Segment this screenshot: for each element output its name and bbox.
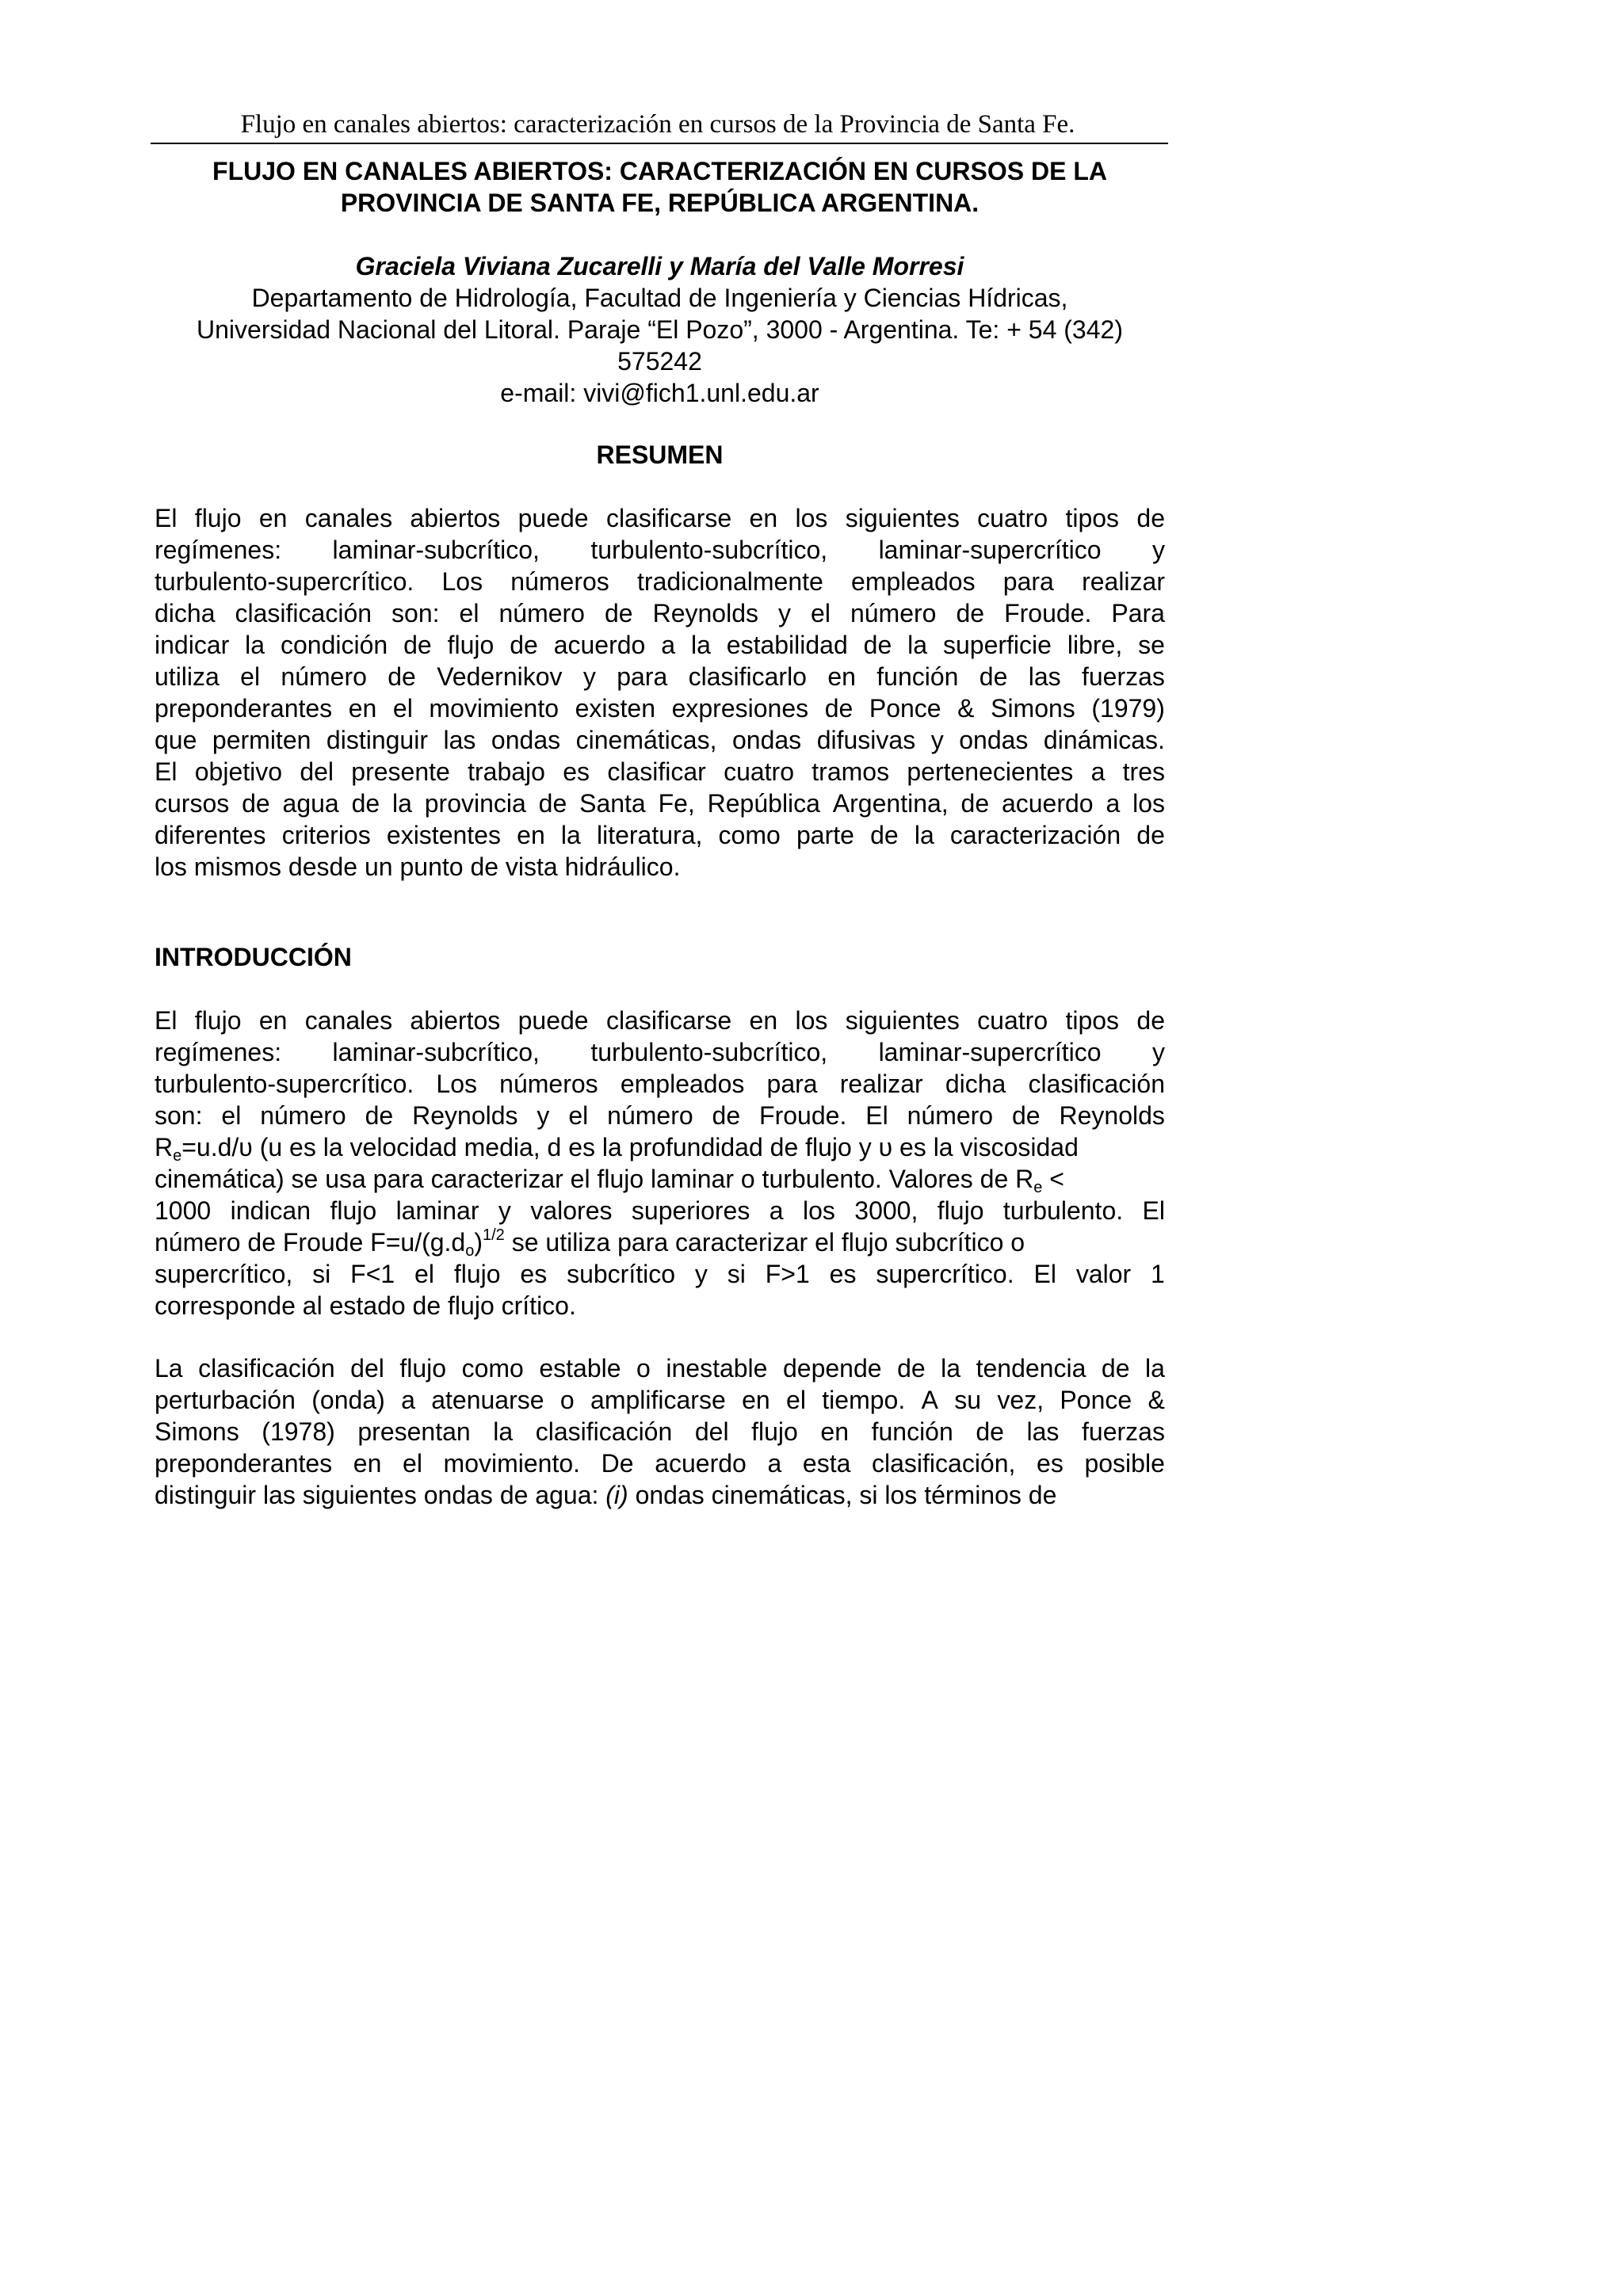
text-line: turbulento-supercrítico. Los números empleados para realizar dicha clasificación [155, 1070, 1165, 1098]
introduccion-heading: INTRODUCCIÓN [155, 943, 352, 971]
text-line: que permiten distinguir las ondas cinemáticas, ondas difusivas y ondas dinámicas. [155, 726, 1165, 754]
text-line: regímenes: laminar-subcrítico, turbulento-subcrítico, laminar-supercrítico y [155, 1038, 1165, 1066]
title-line: PROVINCIA DE SANTA FE, REPÚBLICA ARGENTINA. [340, 189, 980, 217]
text-line: El flujo en canales abiertos puede clasificarse en los siguientes cuatro tipos de [155, 504, 1165, 532]
text-line: Simons (1978) presentan la clasificación del flujo en función de las fuerzas [155, 1417, 1165, 1446]
affiliation-line: Universidad Nacional del Litoral. Paraje “El Pozo”, 3000 - Argentina. Te: + 54 (342) [197, 315, 1123, 344]
text-line: corresponde al estado de flujo crítico. [155, 1291, 576, 1320]
text-line: El flujo en canales abiertos puede clasificarse en los siguientes cuatro tipos de [155, 1006, 1165, 1035]
resumen-paragraph [155, 502, 1165, 883]
text-line: 1000 indican flujo laminar y valores superiores a los 3000, flujo turbulento. El [155, 1196, 1165, 1225]
text-line: supercrítico, si F<1 el flujo es subcrítico y si F>1 es supercrítico. El valor 1 [155, 1260, 1165, 1288]
text-line [155, 1131, 1165, 1163]
intro-paragraph-2 [155, 1352, 1165, 1511]
text-line: dicha clasificación son: el número de Reynolds y el número de Froude. Para [155, 599, 1165, 627]
authors: Graciela Viviana Zucarelli y María del Valle Morresi [355, 252, 964, 280]
text-line [155, 1479, 1165, 1511]
text-line: los mismos desde un punto de vista hidráulico. [155, 852, 681, 881]
text-line: cursos de agua de la provincia de Santa Fe, República Argentina, de acuerdo a los [155, 789, 1165, 818]
email: e-mail: vivi@fich1.unl.edu.ar [500, 379, 819, 407]
affiliation-line: Departamento de Hidrología, Facultad de Ingeniería y Ciencias Hídricas, [251, 284, 1068, 312]
affiliation-line: 575242 [617, 347, 702, 376]
text-line [155, 1226, 1165, 1258]
text-line: perturbación (onda) a atenuarse o amplificarse en el tiempo. A su vez, Ponce & [155, 1386, 1165, 1414]
text-line: turbulento-supercrítico. Los números tradicionalmente empleados para realizar [155, 567, 1165, 596]
running-header: Flujo en canales abiertos: caracterización en cursos de la Provincia de Santa Fe. [240, 110, 1075, 139]
text-line [155, 1163, 1165, 1195]
text-line: La clasificación del flujo como estable o inestable depende de la tendencia de la [155, 1354, 1165, 1383]
text-line: preponderantes en el movimiento existen expresiones de Ponce & Simons (1979) [155, 694, 1165, 723]
text-line: utiliza el número de Vedernikov y para clasificarlo en función de las fuerzas [155, 662, 1165, 691]
affiliation [155, 282, 1165, 409]
header-rule [151, 143, 1168, 144]
text-line: regímenes: laminar-subcrítico, turbulento-subcrítico, laminar-supercrítico y [155, 536, 1165, 564]
text-line: El objetivo del presente trabajo es clasificar cuatro tramos pertenecientes a tres [155, 757, 1165, 786]
inline-formula: cinemática) se usa para caracterizar el flujo laminar o turbulento. Valores de $R_e$ < [155, 1165, 1064, 1196]
inline-formula: número de Froude $F=u/(g.d_o)^{1/2}$ se utiliza para caracterizar el flujo subcrítico o [155, 1226, 1025, 1260]
text-line: diferentes criterios existentes en la literatura, como parte de la caracterización de [155, 821, 1165, 849]
inline-formula: $R_e=u.d/\upsilon$ (u es la velocidad media, d es la profundidad de flujo y υ es la viscosidad [155, 1133, 1079, 1165]
text-line: indicar la condición de flujo de acuerdo a la estabilidad de la superficie libre, se [155, 631, 1165, 659]
text-line: preponderantes en el movimiento. De acuerdo a esta clasificación, es posible [155, 1449, 1165, 1478]
intro-paragraph-1 [155, 1005, 1165, 1322]
text-line: son: el número de Reynolds y el número de Froude. El número de Reynolds [155, 1101, 1165, 1130]
resumen-heading: RESUMEN [596, 441, 724, 469]
title-line: FLUJO EN CANALES ABIERTOS: CARACTERIZACIÓN EN CURSOS DE LA [212, 157, 1107, 185]
paper-title [155, 155, 1165, 219]
inline-text: distinguir las siguientes ondas de agua: (i) ondas cinemáticas, si los términos de [155, 1481, 1057, 1509]
